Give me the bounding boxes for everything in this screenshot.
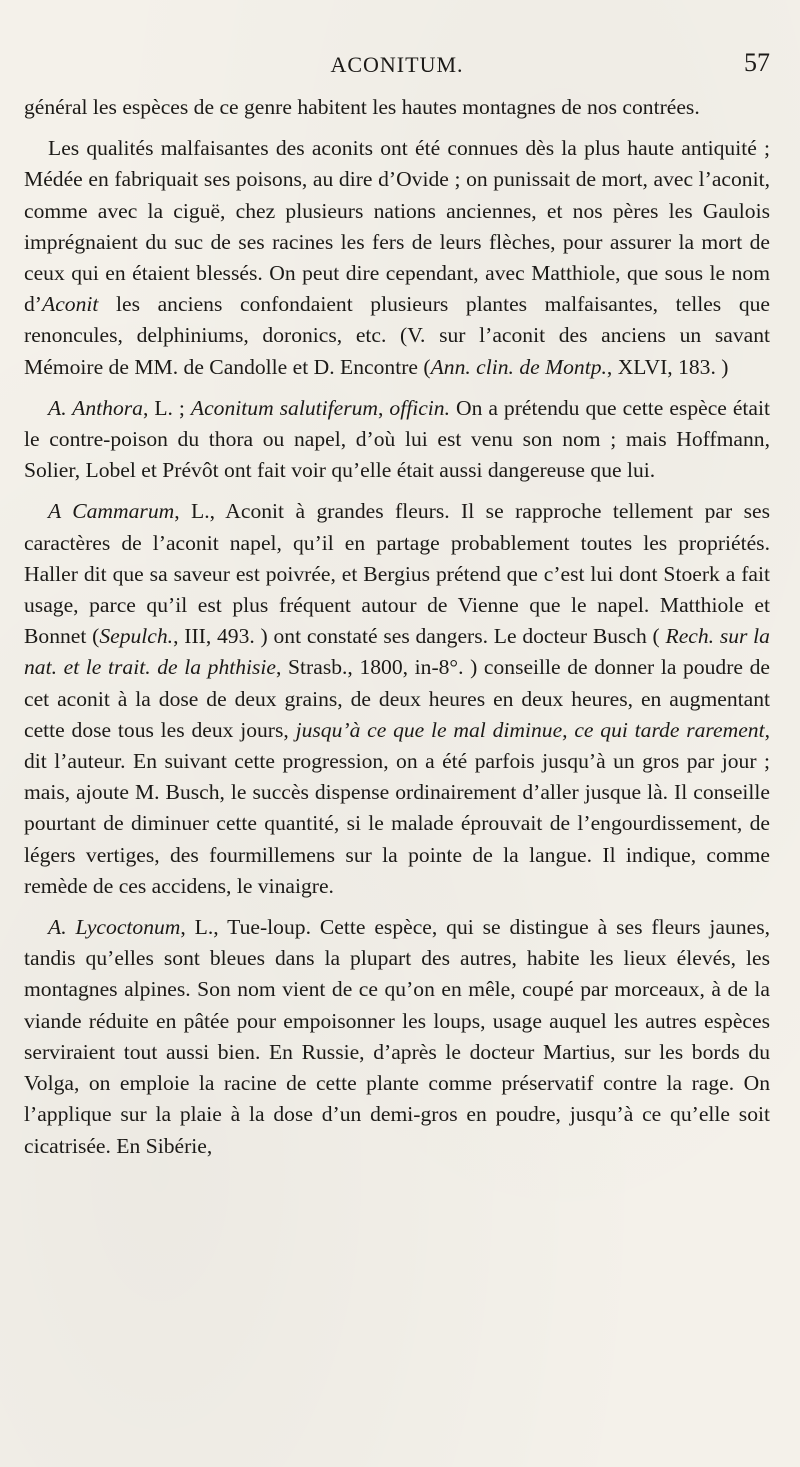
text-segment: On a prétendu que cette espèce était le contre-poison du thora ou napel, d’où lui est venu son nom ; mais Hoffmann, Solier, Lobel et Prévôt ont fait voir qu’elle était aussi dangereuse que lui. [24,395,771,483]
italic-segment: Sepulch. [99,624,174,649]
italic-segment: jusqu’à ce que le mal diminue, ce qui tarde rarement [295,717,765,742]
italic-segment: Rech. sur la nat. et le trait. de la phthisie [24,624,770,680]
text-segment: , L. ; [142,395,191,420]
italic-segment: A Cammarum [48,499,175,524]
italic-segment: A. Lycoctonum [48,915,181,940]
text-segment: Les qualités malfaisantes des aconits ont été connues dès la plus haute antiquité ; Médée en fabriquait ses poisons, au dire d’Ovide ; on punissait de mort, avec l’aconit, comme avec la ciguë, chez plusieurs nations anciennes, et nos pères les Gaulois imprégnaient du suc de ses racines les fers de leurs flèches, pour assurer la mort de ceux qui en étaient blessés. On peut dire cependant, avec Matthiole, que sous le nom d’ [24,136,770,317]
text-segment: , L., Tue-loup. Cette espèce, qui se distingue à ses fleurs jaunes, tandis qu’elles sont bleues dans la plupart des autres, habite les lieux élevés, les montagnes alpines. Son nom vient de ce qu’on en mêle, coupé par morceaux, à de la viande réduite en pâtée pour empoisonner les loups, usage auquel les autres espèces serviraient tout aussi bien. En Russie, d’après le docteur Martius, sur les bords du Volga, on emploie la racine de cette plante comme préservatif contre la rage. On l’applique sur la plaie à la dose d’un demi-gros en poudre, jusqu’à ce qu’elle soit cicatrisée. En Sibérie, [24,915,770,1158]
page-number: 57 [744,48,770,77]
paragraph-1 [24,92,770,123]
paragraph-5 [24,912,770,1162]
text-segment: , [378,395,390,420]
text-segment: les anciens confondaient plusieurs plantes malfaisantes, telles que renoncules, delphiniums, doronics, etc. (V. sur l’aconit des anciens un savant Mémoire de MM. de Candolle et D. Encontre ( [24,292,770,379]
paragraph-4 [24,496,770,902]
text-segment: , Strasb., 1800, in-8°. ) conseille de donner la poudre de cet aconit à la dose de deux grains, de deux heures en deux heures, en augmentant cette dose tous les deux jours, [24,655,771,742]
paragraph-2 [24,133,770,383]
italic-segment: officin. [389,395,450,420]
text-segment: , III, 493. ) ont constaté ses dangers. Le docteur Busch ( [173,624,666,649]
text-segment: , XLVI, 183. ) [606,354,729,379]
paragraph-3 [24,393,770,487]
italic-segment: Aconitum salutiferum [190,395,379,420]
text-segment: général les espèces de ce genre habitent les hautes montagnes de nos contrées. [24,95,700,119]
italic-segment: Aconit [42,292,99,317]
body-text [24,92,770,1162]
text-segment: , L., Aconit à grandes fleurs. Il se rapproche tellement par ses caractères de l’aconit napel, qu’il en partage probablement toutes les propriétés. Haller dit que sa saveur est poivrée, et Bergius prétend que c’est lui dont Stoerk a fait usage, parce qu’il est plus fréquent autour de Vienne que le napel. Matthiole et Bonnet ( [24,499,770,649]
page-header [24,44,770,84]
italic-segment: Ann. clin. de Montp. [430,354,607,379]
running-title: ACONITUM. [330,52,464,77]
italic-segment: A. Anthora [48,395,143,420]
text-segment: , dit l’auteur. En suivant cette progression, on a été parfois jusqu’à un gros par jour ; mais, ajoute M. Busch, le succès dispense ordinairement d’aller jusque là. Il conseille pourtant de diminuer cette quantité, si le malade éprouvait de l’engourdissement, de légers vertiges, des fourmillemens sur la pointe de la langue. Il indique, comme remède de ces accidens, le vinaigre. [24,717,770,898]
